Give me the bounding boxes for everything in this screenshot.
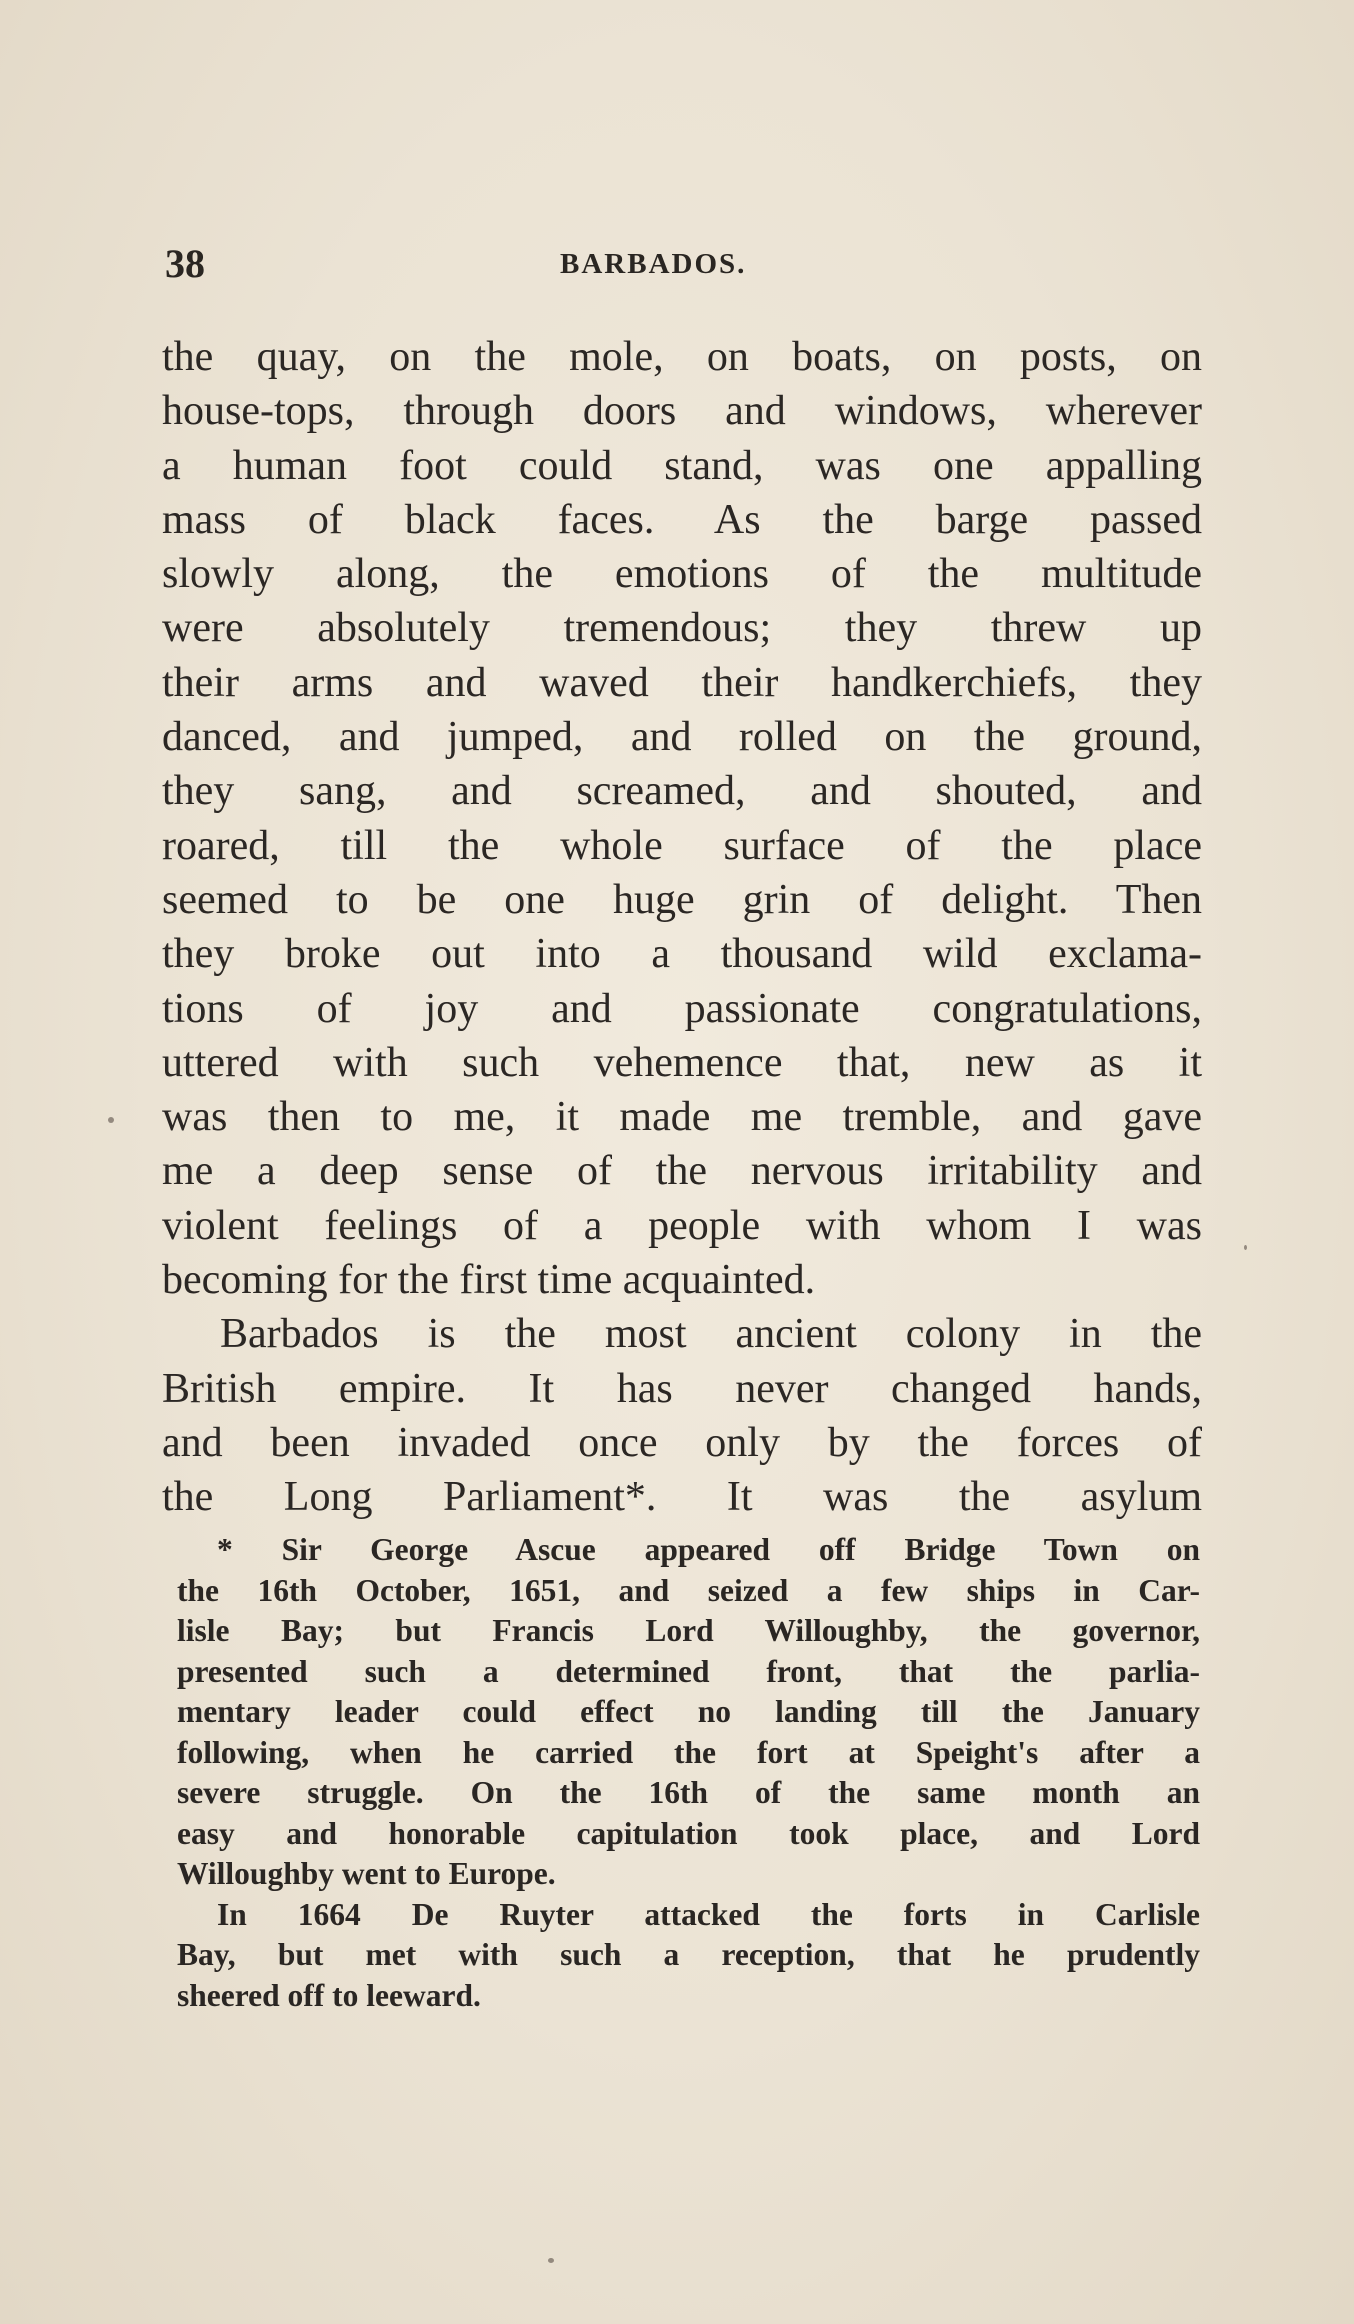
body-line: they broke out into a thousand wild exclama- [162, 931, 1202, 978]
body-line: roared, till the whole surface of the place [162, 822, 1202, 869]
body-line: their arms and waved their handkerchiefs, they [162, 659, 1202, 706]
footnote-line: severe struggle. On the 16th of the same month an [177, 1775, 1200, 1810]
body-line-paragraph-start: Barbados is the most ancient colony in the [220, 1311, 1202, 1358]
footnotes [177, 1530, 1200, 2016]
body-line: violent feelings of a people with whom I was [162, 1202, 1202, 1249]
body-line: they sang, and screamed, and shouted, and [162, 768, 1202, 815]
footnote-line: Willoughby went to Europe. [177, 1856, 556, 1891]
body-line: and been invaded once only by the forces of [162, 1419, 1202, 1466]
body-line: becoming for the first time acquainted. [162, 1257, 816, 1304]
body-line: uttered with such vehemence that, new as it [162, 1039, 1202, 1086]
paper-speck [108, 1117, 114, 1123]
page-number: 38 [165, 241, 205, 286]
footnote-line: easy and honorable capitulation took place, and Lord [177, 1815, 1200, 1851]
footnote-line: Bay, but met with such a reception, that he prudently [177, 1937, 1200, 1972]
body-line: was then to me, it made me tremble, and gave [162, 1094, 1202, 1141]
body-line: tions of joy and passionate congratulations, [162, 985, 1202, 1032]
body-text [162, 330, 1202, 1525]
body-line: slowly along, the emotions of the multitude [162, 551, 1202, 598]
body-line: British empire. It has never changed hands, [162, 1365, 1202, 1412]
footnote-line: * Sir George Ascue appeared off Bridge Town on [217, 1532, 1200, 1567]
footnote-line: lisle Bay; but Francis Lord Willoughby, the governor, [177, 1613, 1200, 1648]
body-line: the quay, on the mole, on boats, on posts, on [162, 334, 1202, 380]
footnote-line: sheered off to leeward. [177, 1977, 481, 2013]
footnote-line: In 1664 De Ruyter attacked the forts in Carlisle [217, 1896, 1200, 1932]
body-line: house-tops, through doors and windows, wherever [162, 388, 1202, 435]
body-line: a human foot could stand, was one appalling [162, 442, 1202, 489]
body-line: were absolutely tremendous; they threw up [162, 605, 1202, 652]
running-head: BARBADOS. [560, 248, 747, 280]
footnote-line: following, when he carried the fort at Speight's after a [177, 1734, 1200, 1770]
paper-speck [1244, 1245, 1247, 1250]
body-line: the Long Parliament*. It was the asylum [162, 1474, 1202, 1521]
body-line: seemed to be one huge grin of delight. Then [162, 876, 1202, 923]
body-line: mass of black faces. As the barge passed [162, 496, 1202, 543]
footnote-line: mentary leader could effect no landing till the January [177, 1694, 1200, 1729]
footnote-line: presented such a determined front, that the parlia- [177, 1653, 1200, 1689]
footnote-line: the 16th October, 1651, and seized a few ships in Car- [177, 1572, 1200, 1608]
body-line: me a deep sense of the nervous irritability and [162, 1148, 1202, 1195]
page-header [165, 240, 1205, 290]
paper-speck [548, 2258, 554, 2263]
body-line: danced, and jumped, and rolled on the ground, [162, 714, 1202, 761]
